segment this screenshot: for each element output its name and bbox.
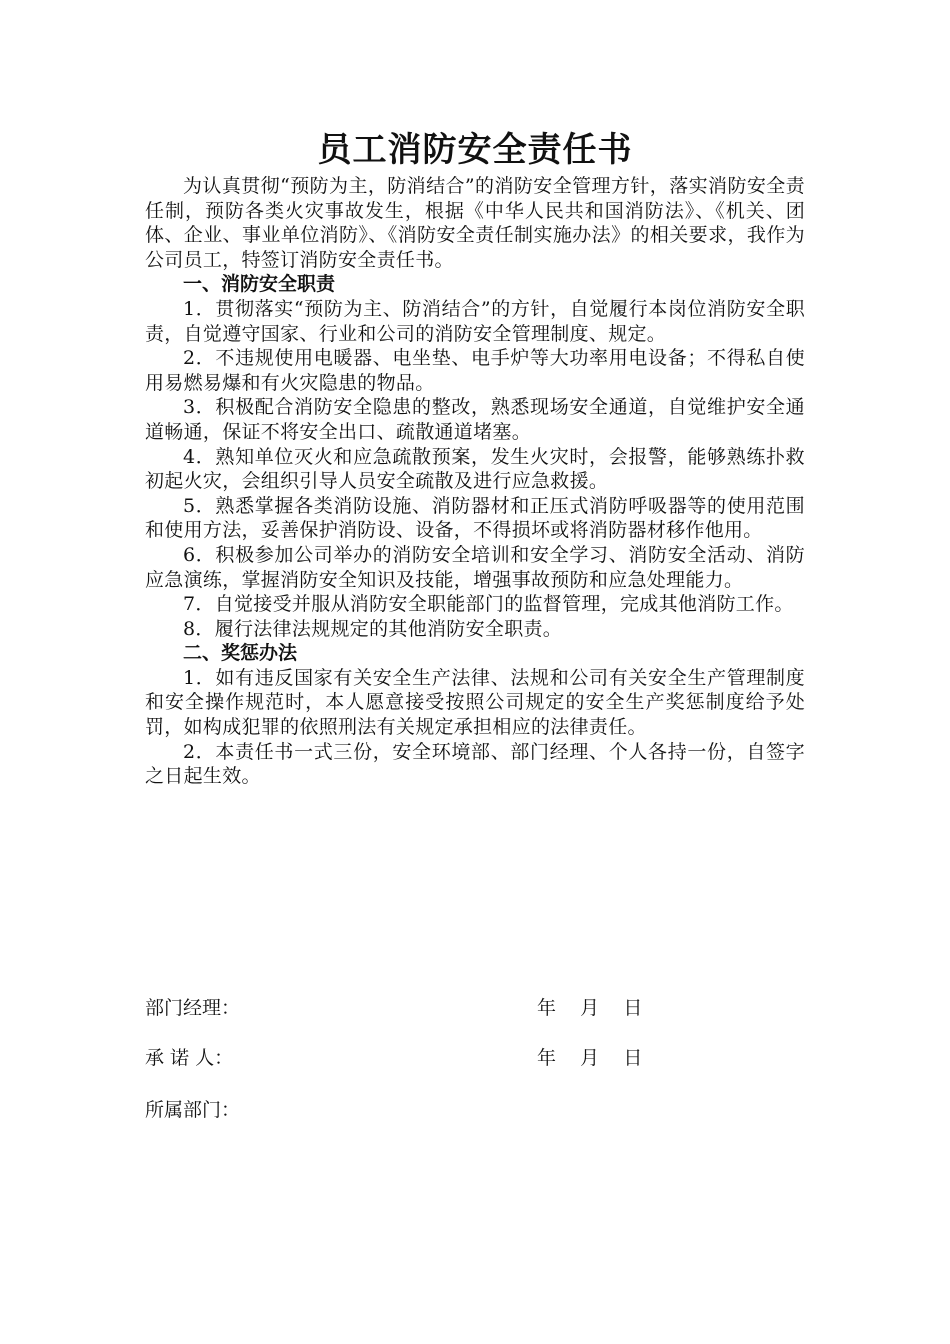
duty-item: 1．贯彻落实“预防为主、防消结合”的方针，自觉履行本岗位消防安全职责，自觉遵守国家、行业和公司的消防安全管理制度、规定。	[145, 297, 805, 345]
intro-paragraph: 为认真贯彻“预防为主，防消结合”的消防安全管理方针，落实消防安全责任制，预防各类火灾事故发生，根据《中华人民共和国消防法》、《机关、团体、企业、事业单位消防》、《消防安全责任制实施办法》的相关要求，我作为公司员工，特签订消防安全责任书。	[145, 175, 805, 271]
department-label: 所属部门：	[145, 1099, 241, 1121]
reward-item: 2．本责任书一式三份，安全环境部、部门经理、个人各持一份，自签字之日起生效。	[145, 740, 805, 788]
duty-item: 8．履行法律法规规定的其他消防安全职责。	[183, 617, 563, 640]
section-heading-duties: 一、消防安全职责	[183, 273, 336, 296]
duty-item: 7．自觉接受并服从消防安全职能部门的监督管理，完成其他消防工作。	[183, 593, 794, 616]
duty-item: 4．熟知单位灭火和应急疏散预案，发生火灾时，会报警，能够熟练扑救初起火灾，会组织引导人员安全疏散及进行应急救援。	[145, 445, 805, 493]
duty-item: 3．积极配合消防安全隐患的整改，熟悉现场安全通道，自觉维护安全通道畅通，保证不将安全出口、疏散通道堵塞。	[145, 396, 805, 443]
duty-item: 5．熟悉掌握各类消防设施、消防器材和正压式消防呼吸器等的使用范围和使用方法，妥善保护消防设、设备，不得损坏或将消防器材移作他用。	[145, 494, 805, 542]
promisor-date: 年 月 日	[537, 1047, 643, 1069]
duty-item: 6．积极参加公司举办的消防安全培训和安全学习、消防安全活动、消防应急演练，掌握消防安全知识及技能，增强事故预防和应急处理能力。	[145, 543, 805, 591]
manager-date: 年 月 日	[537, 997, 643, 1019]
section-heading-rewards: 二、奖惩办法	[183, 642, 298, 665]
duty-item: 2．不违规使用电暖器、电坐垫、电手炉等大功率用电设备；不得私自使用易燃易爆和有火灾隐患的物品。	[145, 347, 805, 394]
reward-item: 1．如有违反国家有关安全生产法律、法规和公司有关安全生产管理制度和安全操作规范时，本人愿意接受按照公司规定的安全生产奖惩制度给予处罚，如构成犯罪的依照刑法有关规定承担相应的法律责任。	[145, 666, 805, 739]
manager-label: 部门经理：	[145, 997, 241, 1019]
promisor-label: 承 诺 人：	[145, 1047, 234, 1069]
document-title: 员工消防安全责任书	[317, 130, 633, 170]
document-body	[145, 128, 805, 789]
